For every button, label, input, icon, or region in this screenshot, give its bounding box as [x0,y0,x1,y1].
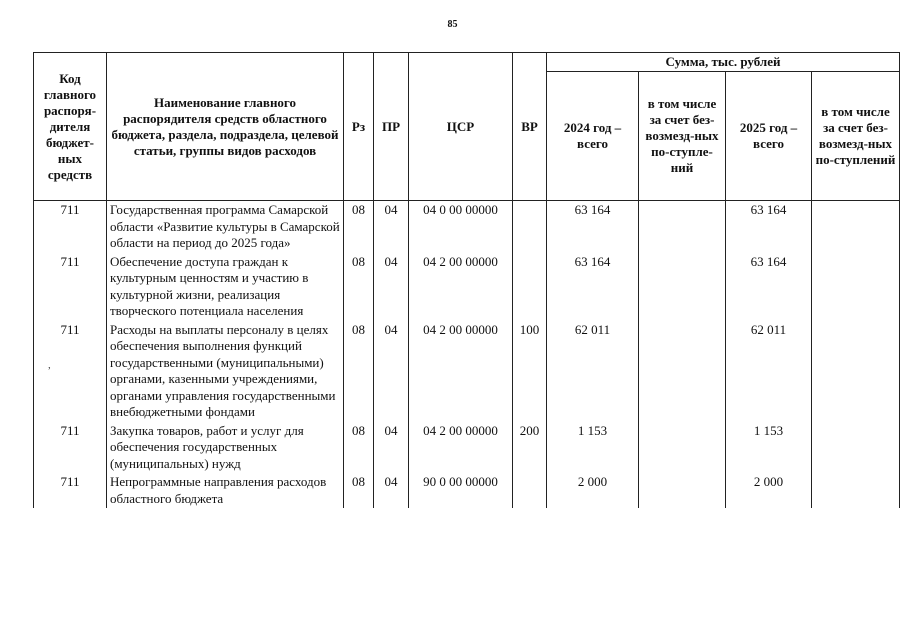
cell-2025-grants [812,253,900,321]
cell-2024-total: 2 000 [547,473,639,508]
cell-code: 711 [34,253,107,321]
cell-rz: 08 [344,201,374,253]
cell-csr: 04 2 00 00000 [409,253,513,321]
cell-code: 711 [34,321,107,422]
cell-pr: 04 [374,253,409,321]
header-name: Наименование главного распорядителя средств областного бюджета, раздела, подраздела, целевой статьи, группы видов расходов [107,53,344,201]
cell-pr: 04 [374,201,409,253]
cell-2025-grants [812,321,900,422]
cell-2025-total: 63 164 [726,201,812,253]
cell-vr: 100 [513,321,547,422]
header-2024-total: 2024 год – всего [547,72,639,201]
cell-2024-total: 62 011 [547,321,639,422]
cell-2025-grants [812,473,900,508]
header-code: Код главного распоря-дителя бюджет-ных средств [34,53,107,201]
cell-2024-grants [639,253,726,321]
cell-name: Обеспечение доступа граждан к культурным ценностям и участию в культурной жизни, реализация творческого потенциала населения [107,253,344,321]
table-row [34,253,900,321]
header-sum-group: Сумма, тыс. рублей [547,53,900,72]
cell-pr: 04 [374,321,409,422]
cell-2025-grants [812,201,900,253]
header-row-1 [34,53,900,72]
cell-csr: 04 2 00 00000 [409,321,513,422]
header-rz: Рз [344,53,374,201]
cell-2024-grants [639,473,726,508]
cell-vr: 200 [513,422,547,474]
cell-pr: 04 [374,473,409,508]
cell-2025-total: 63 164 [726,253,812,321]
cell-code: 711 [34,473,107,508]
cell-vr [513,201,547,253]
cell-2025-total: 2 000 [726,473,812,508]
table-row [34,321,900,422]
cell-name: Расходы на выплаты персоналу в целях обеспечения выполнения функций государственными (муниципальными) органами, казенными учреждениями, органами управления государственными внебюджетными фондами [107,321,344,422]
cell-name: Закупка товаров, работ и услуг для обеспечения государственных (муниципальных) нужд [107,422,344,474]
table-row [34,422,900,474]
margin-mark: , [48,359,51,371]
cell-name: Непрограммные направления расходов областного бюджета [107,473,344,508]
cell-csr: 04 0 00 00000 [409,201,513,253]
table-row [34,201,900,253]
cell-2024-grants [639,422,726,474]
cell-code: 711 [34,201,107,253]
cell-vr [513,253,547,321]
header-vr: ВР [513,53,547,201]
header-pr: ПР [374,53,409,201]
header-csr: ЦСР [409,53,513,201]
header-2024-grants: в том числе за счет без-возмезд-ных по-ступле-ний [639,72,726,201]
cell-2024-grants [639,201,726,253]
cell-code: 711 [34,422,107,474]
cell-rz: 08 [344,422,374,474]
cell-pr: 04 [374,422,409,474]
header-2025-grants: в том числе за счет без-возмезд-ных по-ступлений [812,72,900,201]
cell-2025-total: 62 011 [726,321,812,422]
header-2025-total: 2025 год – всего [726,72,812,201]
cell-name: Государственная программа Самарской области «Развитие культуры в Самарской области на период до 2025 года» [107,201,344,253]
table-row [34,473,900,508]
cell-2025-grants [812,422,900,474]
page-number: 85 [447,19,458,30]
cell-rz: 08 [344,473,374,508]
cell-2024-total: 63 164 [547,253,639,321]
cell-2024-total: 63 164 [547,201,639,253]
cell-rz: 08 [344,321,374,422]
cell-vr [513,473,547,508]
cell-csr: 90 0 00 00000 [409,473,513,508]
cell-rz: 08 [344,253,374,321]
cell-2024-grants [639,321,726,422]
cell-2025-total: 1 153 [726,422,812,474]
cell-csr: 04 2 00 00000 [409,422,513,474]
budget-table [33,52,900,508]
cell-2024-total: 1 153 [547,422,639,474]
